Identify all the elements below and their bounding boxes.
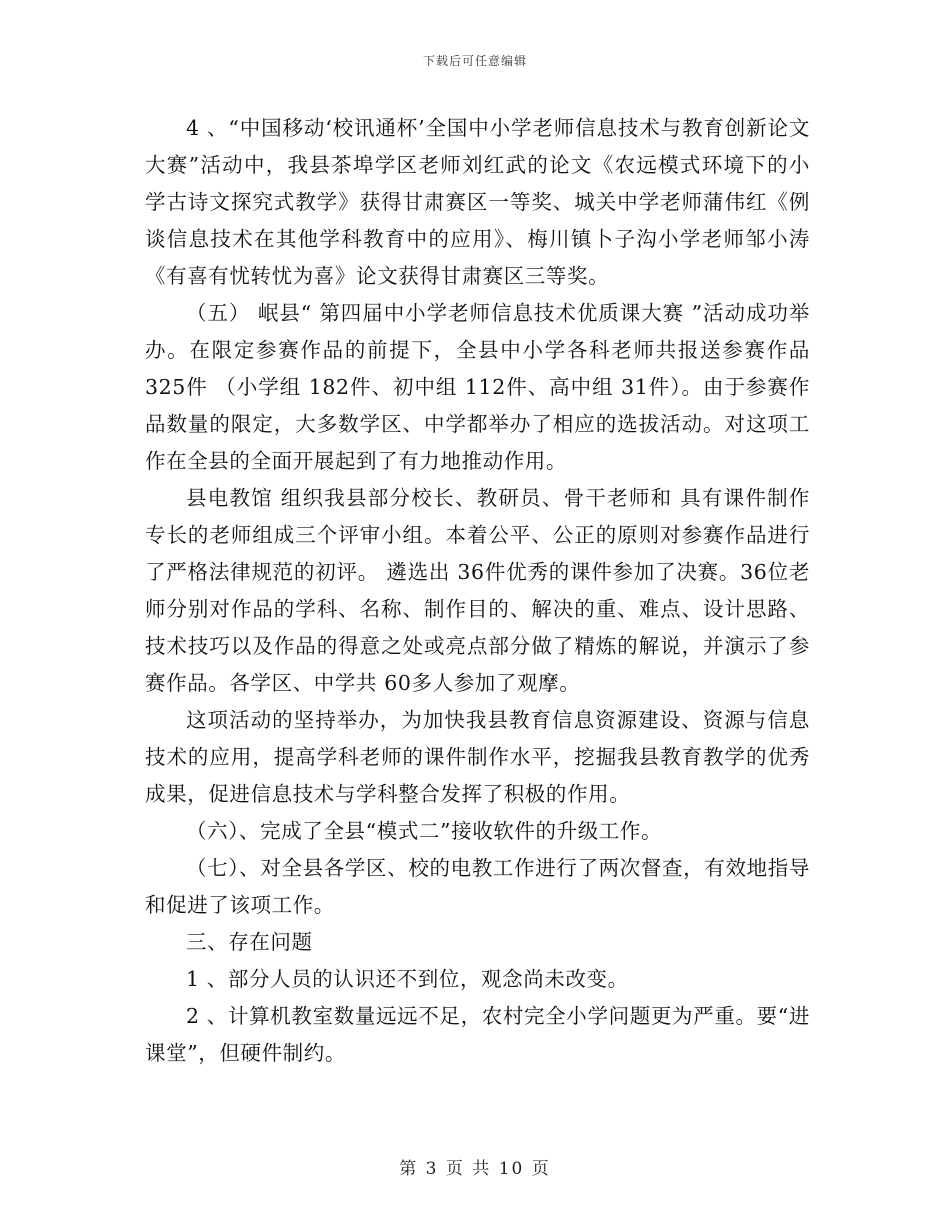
- paragraph-review-panel: 县电教馆 组织我县部分校长、教研员、骨干老师和 具有课件制作专长的老师组成三个评审小组。本着公平、公正的原则对参赛作品进行了严格法律规范的初评。 遴选出 36件优秀的课件参加了决赛。36位老师分别对作品的学科、名称、制作目的、解决的重、难点、设计思路、技术技巧以及作品的得意之处或亮点部分做了精炼的解说，并演示了参赛作品。各学区、中学共 60多人参加了观摩。: [145, 486, 810, 695]
- page-footer: 第 3 页 共 10 页: [399, 1159, 551, 1179]
- section-heading-problems: 三、存在问题: [186, 930, 313, 954]
- paragraph-section-five: （五） 岷县“ 第四届中小学老师信息技术优质课大赛 ”活动成功举办。在限定参赛作品的前提下，全县中小学各科老师共报送参赛作品 325件 （小学组 182件、初中组 112件、高中组 31件）。由于参赛作品数量的限定，大多数学区、中学都举办了相应的选拔活动。对这项工作在全县的全面开展起到了有力地推动作用。: [145, 301, 818, 473]
- document-body: [145, 110, 818, 1072]
- paragraph-section-seven: （七）、对全县各学区、校的电教工作进行了两次督查，有效地指导和促进了该项工作。: [145, 856, 810, 917]
- page-header: 下载后可任意编辑: [422, 54, 527, 68]
- paragraph-activity-effect: 这项活动的坚持举办，为加快我县教育信息资源建设、资源与信息技术的应用，提高学科老师的课件制作水平，挖掘我县教育教学的优秀成果，促进信息技术与学科整合发挥了积极的作用。: [145, 708, 810, 806]
- paragraph-problem-two: 2 、计算机教室数量远远不足，农村完全小学问题更为严重。要“进课堂”，但硬件制约。: [145, 1004, 810, 1065]
- paragraph-problem-one: 1 、部分人员的认识还不到位，观念尚未改变。: [186, 967, 629, 991]
- paragraph-award-essay: 4 、“中国移动‘校讯通杯’全国中小学老师信息技术与教育创新论文大赛”活动中，我县茶埠学区老师刘红武的论文《农远模式环境下的小学古诗文探究式教学》获得甘肃赛区一等奖、城关中学老师蒲伟红《例谈信息技术在其他学科教育中的应用》、梅川镇卜子沟小学老师邹小涛《有喜有忧转忧为喜》论文获得甘肃赛区三等奖。: [145, 116, 810, 288]
- paragraph-section-six: （六）、完成了全县“模式二”接收软件的升级工作。: [186, 819, 663, 843]
